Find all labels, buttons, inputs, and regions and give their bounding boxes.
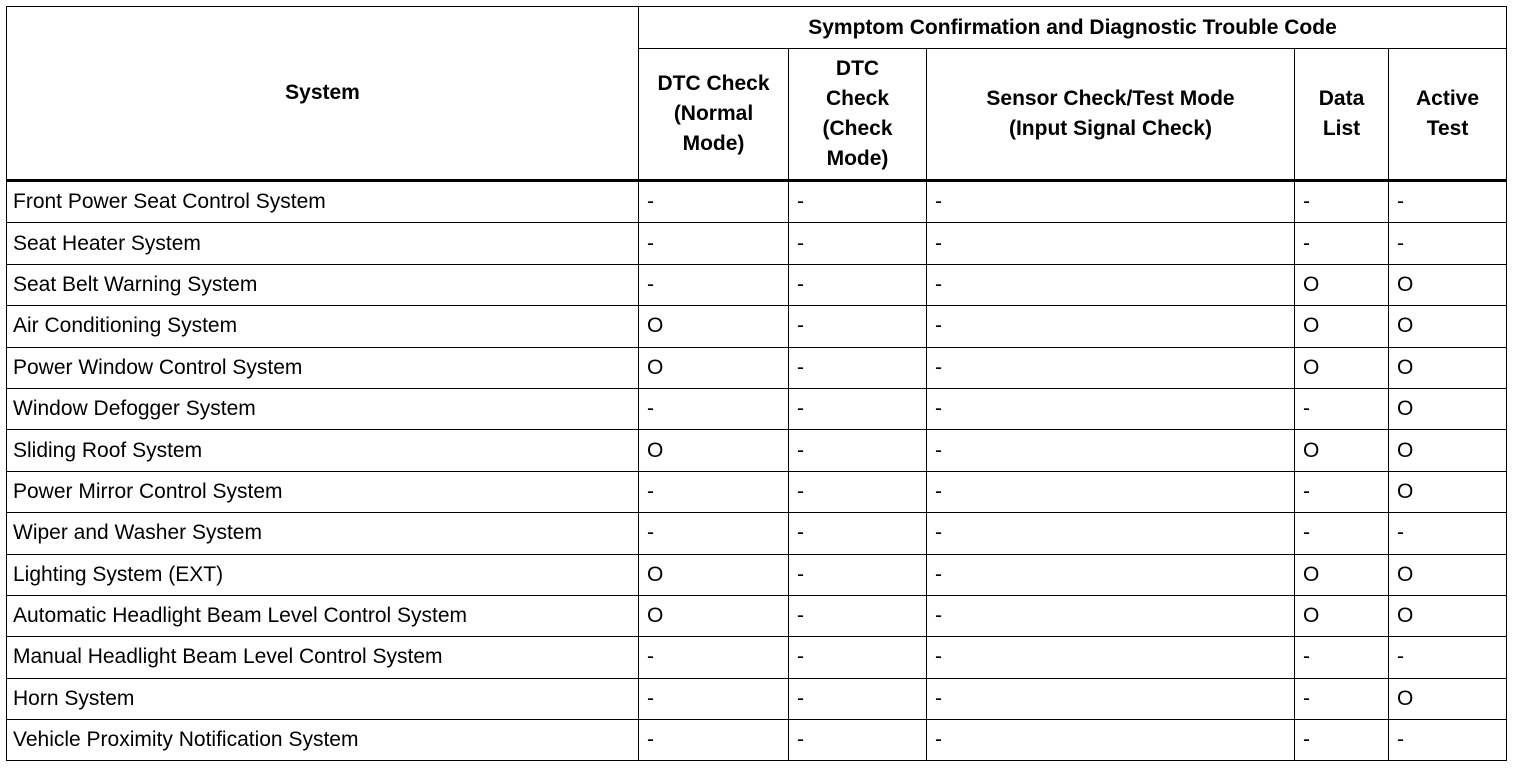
system-name-cell: Wiper and Washer System xyxy=(7,513,639,554)
dtc-check-normal-mode-cell: - xyxy=(639,637,789,678)
sensor-check-test-mode-cell: - xyxy=(927,637,1295,678)
sensor-check-test-mode-cell: - xyxy=(927,471,1295,512)
data-list-cell: - xyxy=(1295,637,1389,678)
dtc-check-check-mode-cell: - xyxy=(789,306,927,347)
data-list-cell: O xyxy=(1295,595,1389,636)
system-name-cell: Power Mirror Control System xyxy=(7,471,639,512)
sensor-check-test-mode-cell: - xyxy=(927,264,1295,305)
sensor-check-test-mode-cell: - xyxy=(927,306,1295,347)
active-test-cell: O xyxy=(1389,388,1507,429)
data-list-cell: O xyxy=(1295,554,1389,595)
data-list-cell: - xyxy=(1295,471,1389,512)
system-name-cell: Vehicle Proximity Notification System xyxy=(7,720,639,761)
dtc-check-normal-mode-cell: - xyxy=(639,264,789,305)
dtc-check-normal-mode-cell: - xyxy=(639,181,789,223)
dtc-check-check-mode-cell: - xyxy=(789,430,927,471)
diagnostic-function-table xyxy=(6,6,1507,761)
active-test-cell: - xyxy=(1389,181,1507,223)
dtc-check-normal-mode-cell: O xyxy=(639,554,789,595)
active-test-cell: O xyxy=(1389,306,1507,347)
active-test-cell: - xyxy=(1389,223,1507,264)
system-name-cell: Seat Belt Warning System xyxy=(7,264,639,305)
symptom-confirmation-group-header: Symptom Confirmation and Diagnostic Trouble Code xyxy=(639,7,1507,49)
table-row xyxy=(7,306,1507,347)
table-row xyxy=(7,595,1507,636)
system-name-cell: Seat Heater System xyxy=(7,223,639,264)
system-name-cell: Front Power Seat Control System xyxy=(7,181,639,223)
table-row xyxy=(7,471,1507,512)
sensor-check-test-mode-cell: - xyxy=(927,181,1295,223)
table-row xyxy=(7,181,1507,223)
active-test-cell: O xyxy=(1389,471,1507,512)
dtc-check-normal-mode-cell: O xyxy=(639,347,789,388)
data-list-cell: - xyxy=(1295,513,1389,554)
dtc-check-check-mode-cell: - xyxy=(789,181,927,223)
dtc-check-normal-mode-cell: O xyxy=(639,595,789,636)
table-row xyxy=(7,223,1507,264)
active-test-cell: - xyxy=(1389,637,1507,678)
dtc-check-normal-mode-cell: O xyxy=(639,306,789,347)
table-row xyxy=(7,678,1507,719)
dtc-check-normal-mode-cell: - xyxy=(639,388,789,429)
table-row xyxy=(7,347,1507,388)
system-name-cell: Lighting System (EXT) xyxy=(7,554,639,595)
dtc-check-normal-mode-cell: - xyxy=(639,720,789,761)
table-row xyxy=(7,720,1507,761)
header-row-group xyxy=(7,7,1507,49)
active-test-cell: O xyxy=(1389,264,1507,305)
system-name-cell: Sliding Roof System xyxy=(7,430,639,471)
dtc-check-check-mode-cell: - xyxy=(789,347,927,388)
system-name-cell: Horn System xyxy=(7,678,639,719)
dtc-check-normal-mode-header: DTC Check (Normal Mode) xyxy=(639,49,789,181)
sensor-check-test-mode-cell: - xyxy=(927,347,1295,388)
table-row xyxy=(7,388,1507,429)
data-list-cell: - xyxy=(1295,181,1389,223)
dtc-check-check-mode-cell: - xyxy=(789,637,927,678)
dtc-check-check-mode-cell: - xyxy=(789,595,927,636)
sensor-check-test-mode-cell: - xyxy=(927,223,1295,264)
data-list-cell: O xyxy=(1295,306,1389,347)
table-row xyxy=(7,637,1507,678)
data-list-cell: O xyxy=(1295,430,1389,471)
system-column-header: System xyxy=(7,7,639,181)
dtc-check-normal-mode-cell: - xyxy=(639,678,789,719)
sensor-check-test-mode-cell: - xyxy=(927,595,1295,636)
dtc-check-check-mode-cell: - xyxy=(789,223,927,264)
data-list-header: Data List xyxy=(1295,49,1389,181)
dtc-check-normal-mode-cell: O xyxy=(639,430,789,471)
sensor-check-test-mode-header: Sensor Check/Test Mode (Input Signal Check) xyxy=(927,49,1295,181)
data-list-cell: - xyxy=(1295,223,1389,264)
system-name-cell: Manual Headlight Beam Level Control System xyxy=(7,637,639,678)
dtc-check-check-mode-cell: - xyxy=(789,388,927,429)
sensor-check-test-mode-cell: - xyxy=(927,513,1295,554)
active-test-cell: - xyxy=(1389,720,1507,761)
table-row xyxy=(7,264,1507,305)
dtc-check-check-mode-header: DTC Check (Check Mode) xyxy=(789,49,927,181)
dtc-check-check-mode-cell: - xyxy=(789,720,927,761)
system-name-cell: Window Defogger System xyxy=(7,388,639,429)
active-test-cell: O xyxy=(1389,430,1507,471)
data-list-cell: - xyxy=(1295,720,1389,761)
active-test-cell: O xyxy=(1389,678,1507,719)
active-test-cell: O xyxy=(1389,595,1507,636)
dtc-check-check-mode-cell: - xyxy=(789,264,927,305)
system-name-cell: Automatic Headlight Beam Level Control System xyxy=(7,595,639,636)
dtc-check-normal-mode-cell: - xyxy=(639,471,789,512)
sensor-check-test-mode-cell: - xyxy=(927,430,1295,471)
data-list-cell: - xyxy=(1295,678,1389,719)
active-test-cell: - xyxy=(1389,513,1507,554)
active-test-cell: O xyxy=(1389,554,1507,595)
sensor-check-test-mode-cell: - xyxy=(927,678,1295,719)
dtc-check-check-mode-cell: - xyxy=(789,678,927,719)
table-row xyxy=(7,554,1507,595)
dtc-check-check-mode-cell: - xyxy=(789,471,927,512)
data-list-cell: O xyxy=(1295,264,1389,305)
sensor-check-test-mode-cell: - xyxy=(927,720,1295,761)
table-row xyxy=(7,513,1507,554)
sensor-check-test-mode-cell: - xyxy=(927,554,1295,595)
sensor-check-test-mode-cell: - xyxy=(927,388,1295,429)
dtc-check-check-mode-cell: - xyxy=(789,513,927,554)
dtc-check-normal-mode-cell: - xyxy=(639,513,789,554)
table-row xyxy=(7,430,1507,471)
dtc-check-normal-mode-cell: - xyxy=(639,223,789,264)
system-name-cell: Power Window Control System xyxy=(7,347,639,388)
data-list-cell: O xyxy=(1295,347,1389,388)
table-body xyxy=(7,181,1507,761)
table-header xyxy=(7,7,1507,181)
dtc-check-check-mode-cell: - xyxy=(789,554,927,595)
active-test-cell: O xyxy=(1389,347,1507,388)
system-name-cell: Air Conditioning System xyxy=(7,306,639,347)
active-test-header: Active Test xyxy=(1389,49,1507,181)
data-list-cell: - xyxy=(1295,388,1389,429)
